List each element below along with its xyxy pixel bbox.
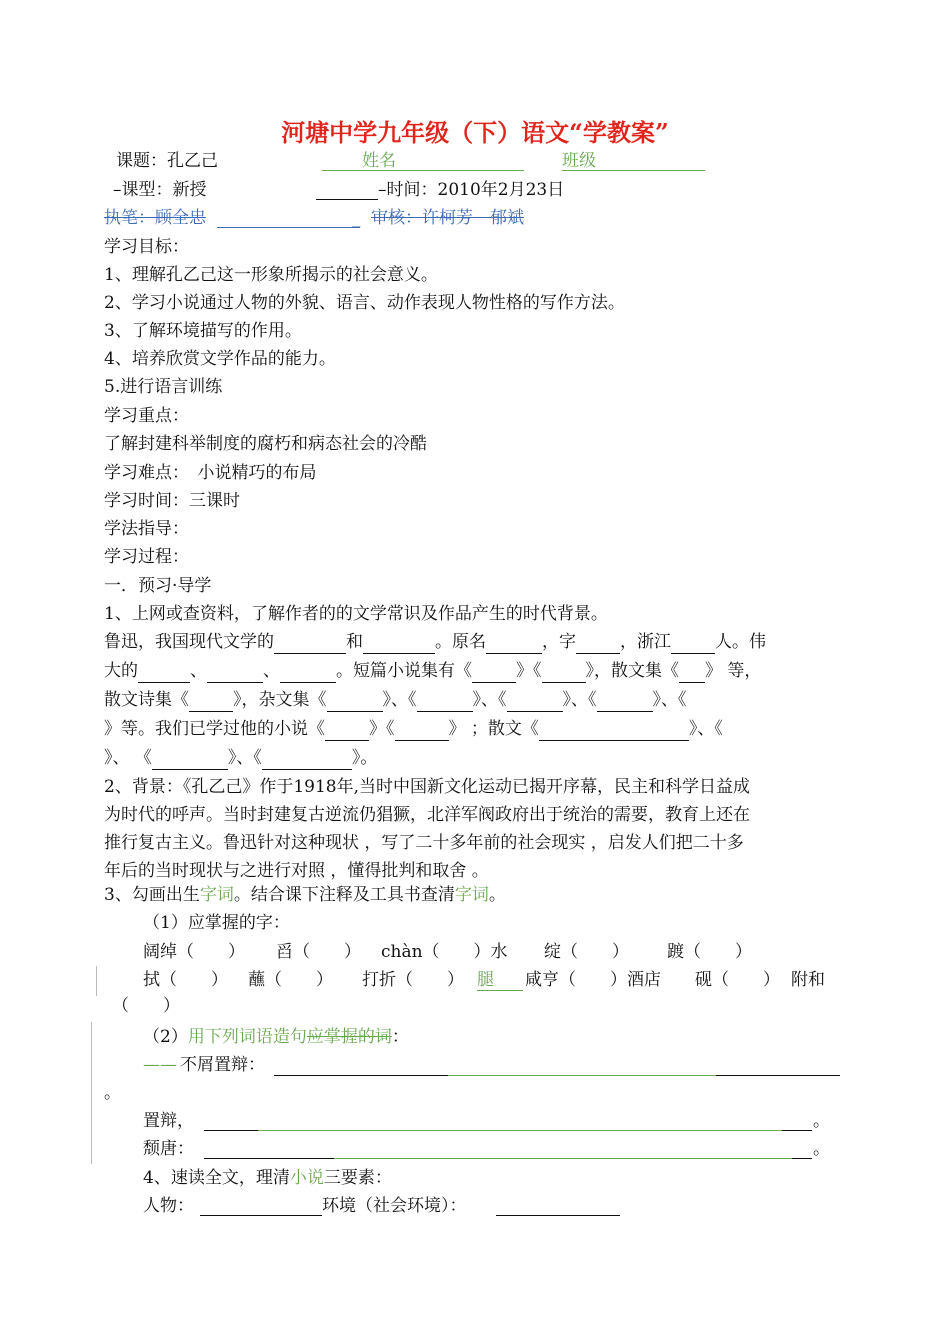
focus-heading: 学习重点： xyxy=(104,406,189,426)
method: 学法指导： xyxy=(104,519,189,539)
background-line: 2、背景：《孔乙己》作于1918年,当时中国新文化运动已揭开序幕，民主和科学日益成 xyxy=(104,777,750,797)
goals-heading: 学习目标： xyxy=(104,237,189,257)
luxun-line-1: 鲁迅，我国现代文学的 和 。原名 ，字 ，浙江 人。伟 xyxy=(104,632,766,652)
char-item: 绽（ ） xyxy=(544,942,629,962)
name-label: 姓名 xyxy=(362,151,396,171)
word-label: 不屑置辩： xyxy=(180,1055,265,1075)
element-person: 人物： xyxy=(143,1196,194,1216)
chars-heading: （1）应掌握的字： xyxy=(143,913,290,933)
page-title: 河塘中学九年级（下）语文“学教案” xyxy=(281,118,669,147)
duration: 学习时间：三课时 xyxy=(104,491,240,511)
process: 学习过程： xyxy=(104,547,189,567)
char-item: 打折（ ） xyxy=(362,970,464,990)
char-item: 蘸（ ） xyxy=(248,970,333,990)
char-item: chàn（ ）水 xyxy=(381,942,508,962)
goal-item: 5.进行语言训练 xyxy=(104,377,223,397)
words-heading: （2）用下列词语造句应掌握的词： xyxy=(143,1027,409,1047)
dash: —— xyxy=(143,1055,177,1075)
question-1: 1、上网或查资料，了解作者的的文学常识及作品产生的时代背景。 xyxy=(104,604,608,624)
author: 执笔：顾全忠 xyxy=(104,208,206,228)
char-item: 砚（ ） xyxy=(695,970,780,990)
background-line: 推行复古主义。鲁迅针对这种现状 ，写了二十多年前的社会现实 ，启发人们把二十多 xyxy=(104,833,744,853)
luxun-line-5: 》、 《 》、《 》。 xyxy=(104,748,378,768)
revision-bar xyxy=(96,966,97,996)
question-4: 4、速读全文，理清小说三要素： xyxy=(143,1168,392,1188)
char-item: 舀（ ） xyxy=(276,942,361,962)
char-item: 附和 xyxy=(791,970,825,990)
section-heading: 一．预习·导学 xyxy=(104,576,212,596)
word-end: 。 xyxy=(104,1083,121,1103)
char-item: 咸亨（ ）酒店 xyxy=(525,970,661,990)
revision-bar xyxy=(91,1022,92,1164)
char-item: 腿 xyxy=(477,970,494,990)
char-item: 拭（ ） xyxy=(143,970,228,990)
difficulty: 学习难点： 小说精巧的布局 xyxy=(104,463,317,483)
word-label: 颓唐： xyxy=(143,1139,194,1159)
focus-text: 了解封建科举制度的腐朽和病态社会的冷酷 xyxy=(104,434,427,454)
date: –时间：2010年2月23日 xyxy=(378,180,565,200)
question-3: 3、勾画出生字词。结合课下注释及工具书查清字词。 xyxy=(104,885,506,905)
word-label: 置辩， xyxy=(143,1111,194,1131)
topic: 课题：孔乙己 xyxy=(116,151,218,171)
type-underline xyxy=(316,199,378,200)
word-end: 。 xyxy=(813,1111,830,1131)
luxun-line-2: 大的 、 、 。短篇小说集有《 》《 》，散文集《 》 等， xyxy=(104,661,762,681)
class-label: 班级 xyxy=(562,151,596,171)
lesson-type: –课型：新授 xyxy=(113,180,207,200)
reviewer: 审核：许柯芳 郁斌 xyxy=(371,208,524,228)
char-item: 踱（ ） xyxy=(667,942,752,962)
luxun-line-4: 》等。我们已学过他的小说《 》《 》 ；散文《 》、《 xyxy=(104,719,723,739)
name-underline xyxy=(322,170,524,171)
background-line: 为时代的呼声。当时封建复古逆流仍猖獗，北洋军阀政府出于统治的需要，教育上还在 xyxy=(104,805,750,825)
word-end: 。 xyxy=(813,1139,830,1159)
char-item: 阔绰（ ） xyxy=(143,942,245,962)
goal-item: 4、培养欣赏文学作品的能力。 xyxy=(104,349,336,369)
luxun-line-3: 散文诗集《 》，杂文集《 》、《 》、《 》、《 》、《 xyxy=(104,690,687,710)
background-line: 年后的当时现状与之进行对照 ，懂得批判和取舍 。 xyxy=(104,861,489,881)
element-environment: 环境（社会环境）： xyxy=(322,1196,467,1216)
goal-item: 1、理解孔乙己这一形象所揭示的社会意义。 xyxy=(104,265,438,285)
goal-item: 2、学习小说通过人物的外貌、语言、动作表现人物性格的写作方法。 xyxy=(104,293,625,313)
author-underline xyxy=(217,227,360,228)
char-item: （ ） xyxy=(112,996,180,1016)
goal-item: 3、了解环境描写的作用。 xyxy=(104,321,302,341)
